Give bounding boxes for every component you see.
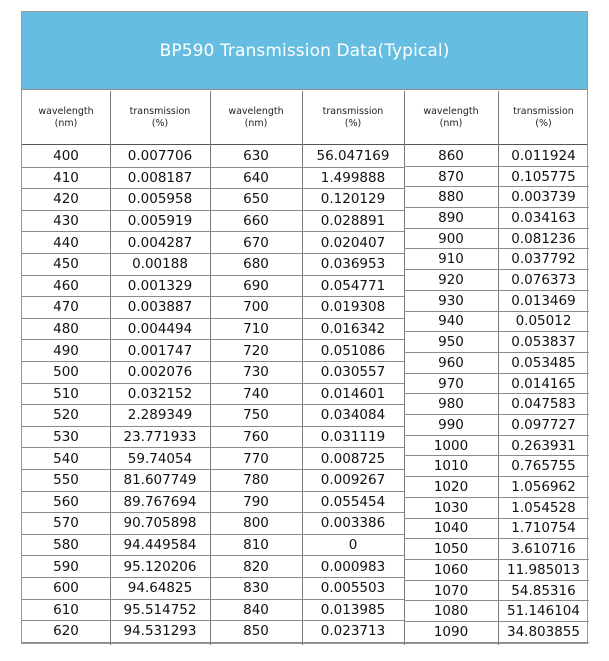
table-row <box>22 276 210 298</box>
transmission-cell: 0.054771 <box>302 276 404 298</box>
table-row <box>22 470 210 492</box>
table-row <box>210 319 404 341</box>
table-row <box>210 254 404 276</box>
wavelength-cell: 550 <box>22 470 110 492</box>
transmission-cell: 0.009267 <box>302 470 404 492</box>
wavelength-cell: 570 <box>22 513 110 535</box>
table-row <box>210 232 404 254</box>
table-row <box>404 622 589 643</box>
wavelength-cell: 1050 <box>404 539 498 560</box>
table-row <box>22 384 210 406</box>
wavelength-cell: 680 <box>210 254 302 276</box>
transmission-cell: 1.499888 <box>302 168 404 190</box>
table-row <box>22 600 210 622</box>
table-row <box>404 291 589 312</box>
table-row <box>22 189 210 211</box>
table-row <box>210 276 404 298</box>
transmission-cell: 0.014165 <box>498 374 589 395</box>
transmission-cell: 0.023713 <box>302 621 404 643</box>
transmission-cell: 1.054528 <box>498 498 589 519</box>
transmission-cell: 0.081236 <box>498 229 589 250</box>
transmission-cell: 0.034084 <box>302 405 404 427</box>
table-row <box>404 519 589 540</box>
transmission-cell: 0.020407 <box>302 232 404 254</box>
transmission-cell: 11.985013 <box>498 560 589 581</box>
table-row <box>22 578 210 600</box>
title-bar <box>22 12 587 90</box>
table-row <box>22 556 210 578</box>
table-row <box>210 492 404 514</box>
wavelength-cell: 1080 <box>404 601 498 622</box>
transmission-data-sheet <box>21 11 588 644</box>
header-transmission-2: transmission (%) <box>322 105 384 129</box>
table-row <box>210 189 404 211</box>
transmission-cell: 0.001329 <box>110 276 210 298</box>
header-transmission-1: transmission (%) <box>129 105 191 129</box>
transmission-cell: 0.034163 <box>498 208 589 229</box>
table-row <box>22 146 210 168</box>
wavelength-cell: 860 <box>404 146 498 167</box>
table-row <box>404 353 589 374</box>
table-row <box>22 448 210 470</box>
wavelength-cell: 500 <box>22 362 110 384</box>
table-row <box>210 621 404 643</box>
wavelength-cell: 580 <box>22 535 110 557</box>
table-row <box>210 556 404 578</box>
table-row <box>404 312 589 333</box>
wavelength-cell: 930 <box>404 291 498 312</box>
wavelength-cell: 770 <box>210 448 302 470</box>
wavelength-cell: 400 <box>22 146 110 168</box>
table-row <box>404 187 589 208</box>
wavelength-cell: 620 <box>22 621 110 643</box>
transmission-cell: 0.055454 <box>302 492 404 514</box>
transmission-cell: 0.005919 <box>110 211 210 233</box>
wavelength-cell: 600 <box>22 578 110 600</box>
wavelength-cell: 980 <box>404 394 498 415</box>
wavelength-cell: 820 <box>210 556 302 578</box>
transmission-cell: 0.004494 <box>110 319 210 341</box>
wavelength-cell: 920 <box>404 270 498 291</box>
wavelength-cell: 970 <box>404 374 498 395</box>
transmission-cell: 0.263931 <box>498 436 589 457</box>
transmission-cell: 95.120206 <box>110 556 210 578</box>
transmission-cell: 0.008725 <box>302 448 404 470</box>
table-row <box>22 232 210 254</box>
wavelength-cell: 750 <box>210 405 302 427</box>
transmission-cell: 94.449584 <box>110 535 210 557</box>
transmission-cell: 0.053837 <box>498 332 589 353</box>
table-row <box>22 297 210 319</box>
transmission-cell: 90.705898 <box>110 513 210 535</box>
transmission-cell: 89.767694 <box>110 492 210 514</box>
table-row <box>210 513 404 535</box>
table-row <box>210 362 404 384</box>
wavelength-cell: 430 <box>22 211 110 233</box>
transmission-cell: 0.001747 <box>110 340 210 362</box>
transmission-cell: 54.85316 <box>498 581 589 602</box>
table-row <box>404 581 589 602</box>
wavelength-cell: 940 <box>404 312 498 333</box>
transmission-cell: 51.146104 <box>498 601 589 622</box>
wavelength-cell: 1090 <box>404 622 498 643</box>
table-row <box>22 427 210 449</box>
wavelength-cell: 900 <box>404 229 498 250</box>
transmission-cell: 56.047169 <box>302 146 404 168</box>
wavelength-cell: 480 <box>22 319 110 341</box>
wavelength-cell: 690 <box>210 276 302 298</box>
table-row <box>210 297 404 319</box>
table-row <box>404 229 589 250</box>
transmission-cell: 0.019308 <box>302 297 404 319</box>
wavelength-cell: 520 <box>22 405 110 427</box>
table-row <box>22 513 210 535</box>
table-row <box>210 146 404 168</box>
wavelength-cell: 530 <box>22 427 110 449</box>
table-row <box>404 539 589 560</box>
table-row <box>22 492 210 514</box>
transmission-cell: 0.051086 <box>302 340 404 362</box>
transmission-cell: 0.120129 <box>302 189 404 211</box>
table-row <box>210 535 404 557</box>
table-row <box>210 384 404 406</box>
transmission-cell: 2.289349 <box>110 405 210 427</box>
transmission-cell: 0.004287 <box>110 232 210 254</box>
table-row <box>22 535 210 557</box>
table-row <box>404 374 589 395</box>
transmission-cell: 94.531293 <box>110 621 210 643</box>
wavelength-cell: 560 <box>22 492 110 514</box>
transmission-cell: 0 <box>302 535 404 557</box>
table-row <box>404 146 589 167</box>
header-wavelength-3: wavelength (nm) <box>423 105 479 129</box>
transmission-cell: 0.036953 <box>302 254 404 276</box>
wavelength-cell: 740 <box>210 384 302 406</box>
transmission-cell: 0.016342 <box>302 319 404 341</box>
table-row <box>210 405 404 427</box>
wavelength-cell: 880 <box>404 187 498 208</box>
table-row <box>22 168 210 190</box>
transmission-cell: 0.003739 <box>498 187 589 208</box>
transmission-cell: 0.053485 <box>498 353 589 374</box>
wavelength-cell: 710 <box>210 319 302 341</box>
wavelength-cell: 1060 <box>404 560 498 581</box>
table-row <box>404 415 589 436</box>
table-row <box>404 436 589 457</box>
table-row <box>404 270 589 291</box>
wavelength-cell: 420 <box>22 189 110 211</box>
transmission-cell: 0.000983 <box>302 556 404 578</box>
transmission-cell: 0.031119 <box>302 427 404 449</box>
transmission-cell: 0.013985 <box>302 600 404 622</box>
wavelength-cell: 410 <box>22 168 110 190</box>
wavelength-cell: 730 <box>210 362 302 384</box>
table-row <box>210 600 404 622</box>
transmission-cell: 0.007706 <box>110 146 210 168</box>
wavelength-cell: 1070 <box>404 581 498 602</box>
transmission-cell: 0.097727 <box>498 415 589 436</box>
table-row <box>210 448 404 470</box>
transmission-cell: 0.003887 <box>110 297 210 319</box>
table-row <box>404 457 589 478</box>
header-wavelength-2: wavelength (nm) <box>228 105 284 129</box>
transmission-cell: 0.005503 <box>302 578 404 600</box>
transmission-cell: 0.011924 <box>498 146 589 167</box>
table-row <box>22 340 210 362</box>
transmission-cell: 0.005958 <box>110 189 210 211</box>
table-row <box>404 208 589 229</box>
wavelength-cell: 870 <box>404 167 498 188</box>
table-row <box>404 250 589 271</box>
wavelength-cell: 650 <box>210 189 302 211</box>
table-row <box>210 470 404 492</box>
table-row <box>22 362 210 384</box>
table-row <box>210 578 404 600</box>
transmission-cell: 0.032152 <box>110 384 210 406</box>
wavelength-cell: 790 <box>210 492 302 514</box>
wavelength-cell: 760 <box>210 427 302 449</box>
wavelength-cell: 960 <box>404 353 498 374</box>
transmission-cell: 3.610716 <box>498 539 589 560</box>
transmission-cell: 23.771933 <box>110 427 210 449</box>
table-row <box>22 211 210 233</box>
wavelength-cell: 640 <box>210 168 302 190</box>
transmission-cell: 0.765755 <box>498 457 589 478</box>
transmission-cell: 0.014601 <box>302 384 404 406</box>
wavelength-cell: 850 <box>210 621 302 643</box>
transmission-cell: 0.030557 <box>302 362 404 384</box>
transmission-cell: 0.047583 <box>498 394 589 415</box>
wavelength-cell: 810 <box>210 535 302 557</box>
wavelength-cell: 1030 <box>404 498 498 519</box>
table-row <box>404 167 589 188</box>
table-row <box>22 254 210 276</box>
transmission-cell: 0.105775 <box>498 167 589 188</box>
wavelength-cell: 450 <box>22 254 110 276</box>
table-row <box>404 560 589 581</box>
wavelength-cell: 720 <box>210 340 302 362</box>
table-row <box>210 340 404 362</box>
wavelength-cell: 510 <box>22 384 110 406</box>
table-row <box>404 498 589 519</box>
wavelength-cell: 1000 <box>404 436 498 457</box>
wavelength-cell: 890 <box>404 208 498 229</box>
wavelength-cell: 630 <box>210 146 302 168</box>
wavelength-cell: 990 <box>404 415 498 436</box>
transmission-cell: 1.056962 <box>498 477 589 498</box>
table-row <box>22 319 210 341</box>
wavelength-cell: 540 <box>22 448 110 470</box>
wavelength-cell: 830 <box>210 578 302 600</box>
wavelength-cell: 700 <box>210 297 302 319</box>
table-row <box>210 427 404 449</box>
wavelength-cell: 800 <box>210 513 302 535</box>
wavelength-cell: 780 <box>210 470 302 492</box>
transmission-cell: 59.74054 <box>110 448 210 470</box>
transmission-cell: 0.037792 <box>498 250 589 271</box>
wavelength-cell: 1020 <box>404 477 498 498</box>
wavelength-cell: 910 <box>404 250 498 271</box>
transmission-cell: 0.008187 <box>110 168 210 190</box>
transmission-cell: 95.514752 <box>110 600 210 622</box>
table-row <box>210 168 404 190</box>
wavelength-cell: 1040 <box>404 519 498 540</box>
wavelength-cell: 590 <box>22 556 110 578</box>
table-row <box>22 405 210 427</box>
table-row <box>210 211 404 233</box>
table-row <box>404 477 589 498</box>
transmission-cell: 0.002076 <box>110 362 210 384</box>
wavelength-cell: 1010 <box>404 457 498 478</box>
transmission-cell: 0.003386 <box>302 513 404 535</box>
table-row <box>404 332 589 353</box>
transmission-cell: 81.607749 <box>110 470 210 492</box>
transmission-cell: 94.64825 <box>110 578 210 600</box>
wavelength-cell: 840 <box>210 600 302 622</box>
table-row <box>404 601 589 622</box>
wavelength-cell: 490 <box>22 340 110 362</box>
table-header <box>22 90 587 145</box>
transmission-cell: 34.803855 <box>498 622 589 643</box>
transmission-cell: 0.05012 <box>498 312 589 333</box>
table-row <box>404 394 589 415</box>
header-wavelength-1: wavelength (nm) <box>38 105 94 129</box>
wavelength-cell: 440 <box>22 232 110 254</box>
table-row <box>22 621 210 643</box>
page-title: BP590 Transmission Data(Typical) <box>159 40 450 61</box>
transmission-cell: 0.013469 <box>498 291 589 312</box>
transmission-cell: 0.028891 <box>302 211 404 233</box>
transmission-cell: 0.076373 <box>498 270 589 291</box>
wavelength-cell: 670 <box>210 232 302 254</box>
wavelength-cell: 610 <box>22 600 110 622</box>
header-transmission-3: transmission (%) <box>513 105 574 129</box>
wavelength-cell: 660 <box>210 211 302 233</box>
wavelength-cell: 460 <box>22 276 110 298</box>
wavelength-cell: 950 <box>404 332 498 353</box>
wavelength-cell: 470 <box>22 297 110 319</box>
transmission-cell: 0.00188 <box>110 254 210 276</box>
transmission-cell: 1.710754 <box>498 519 589 540</box>
